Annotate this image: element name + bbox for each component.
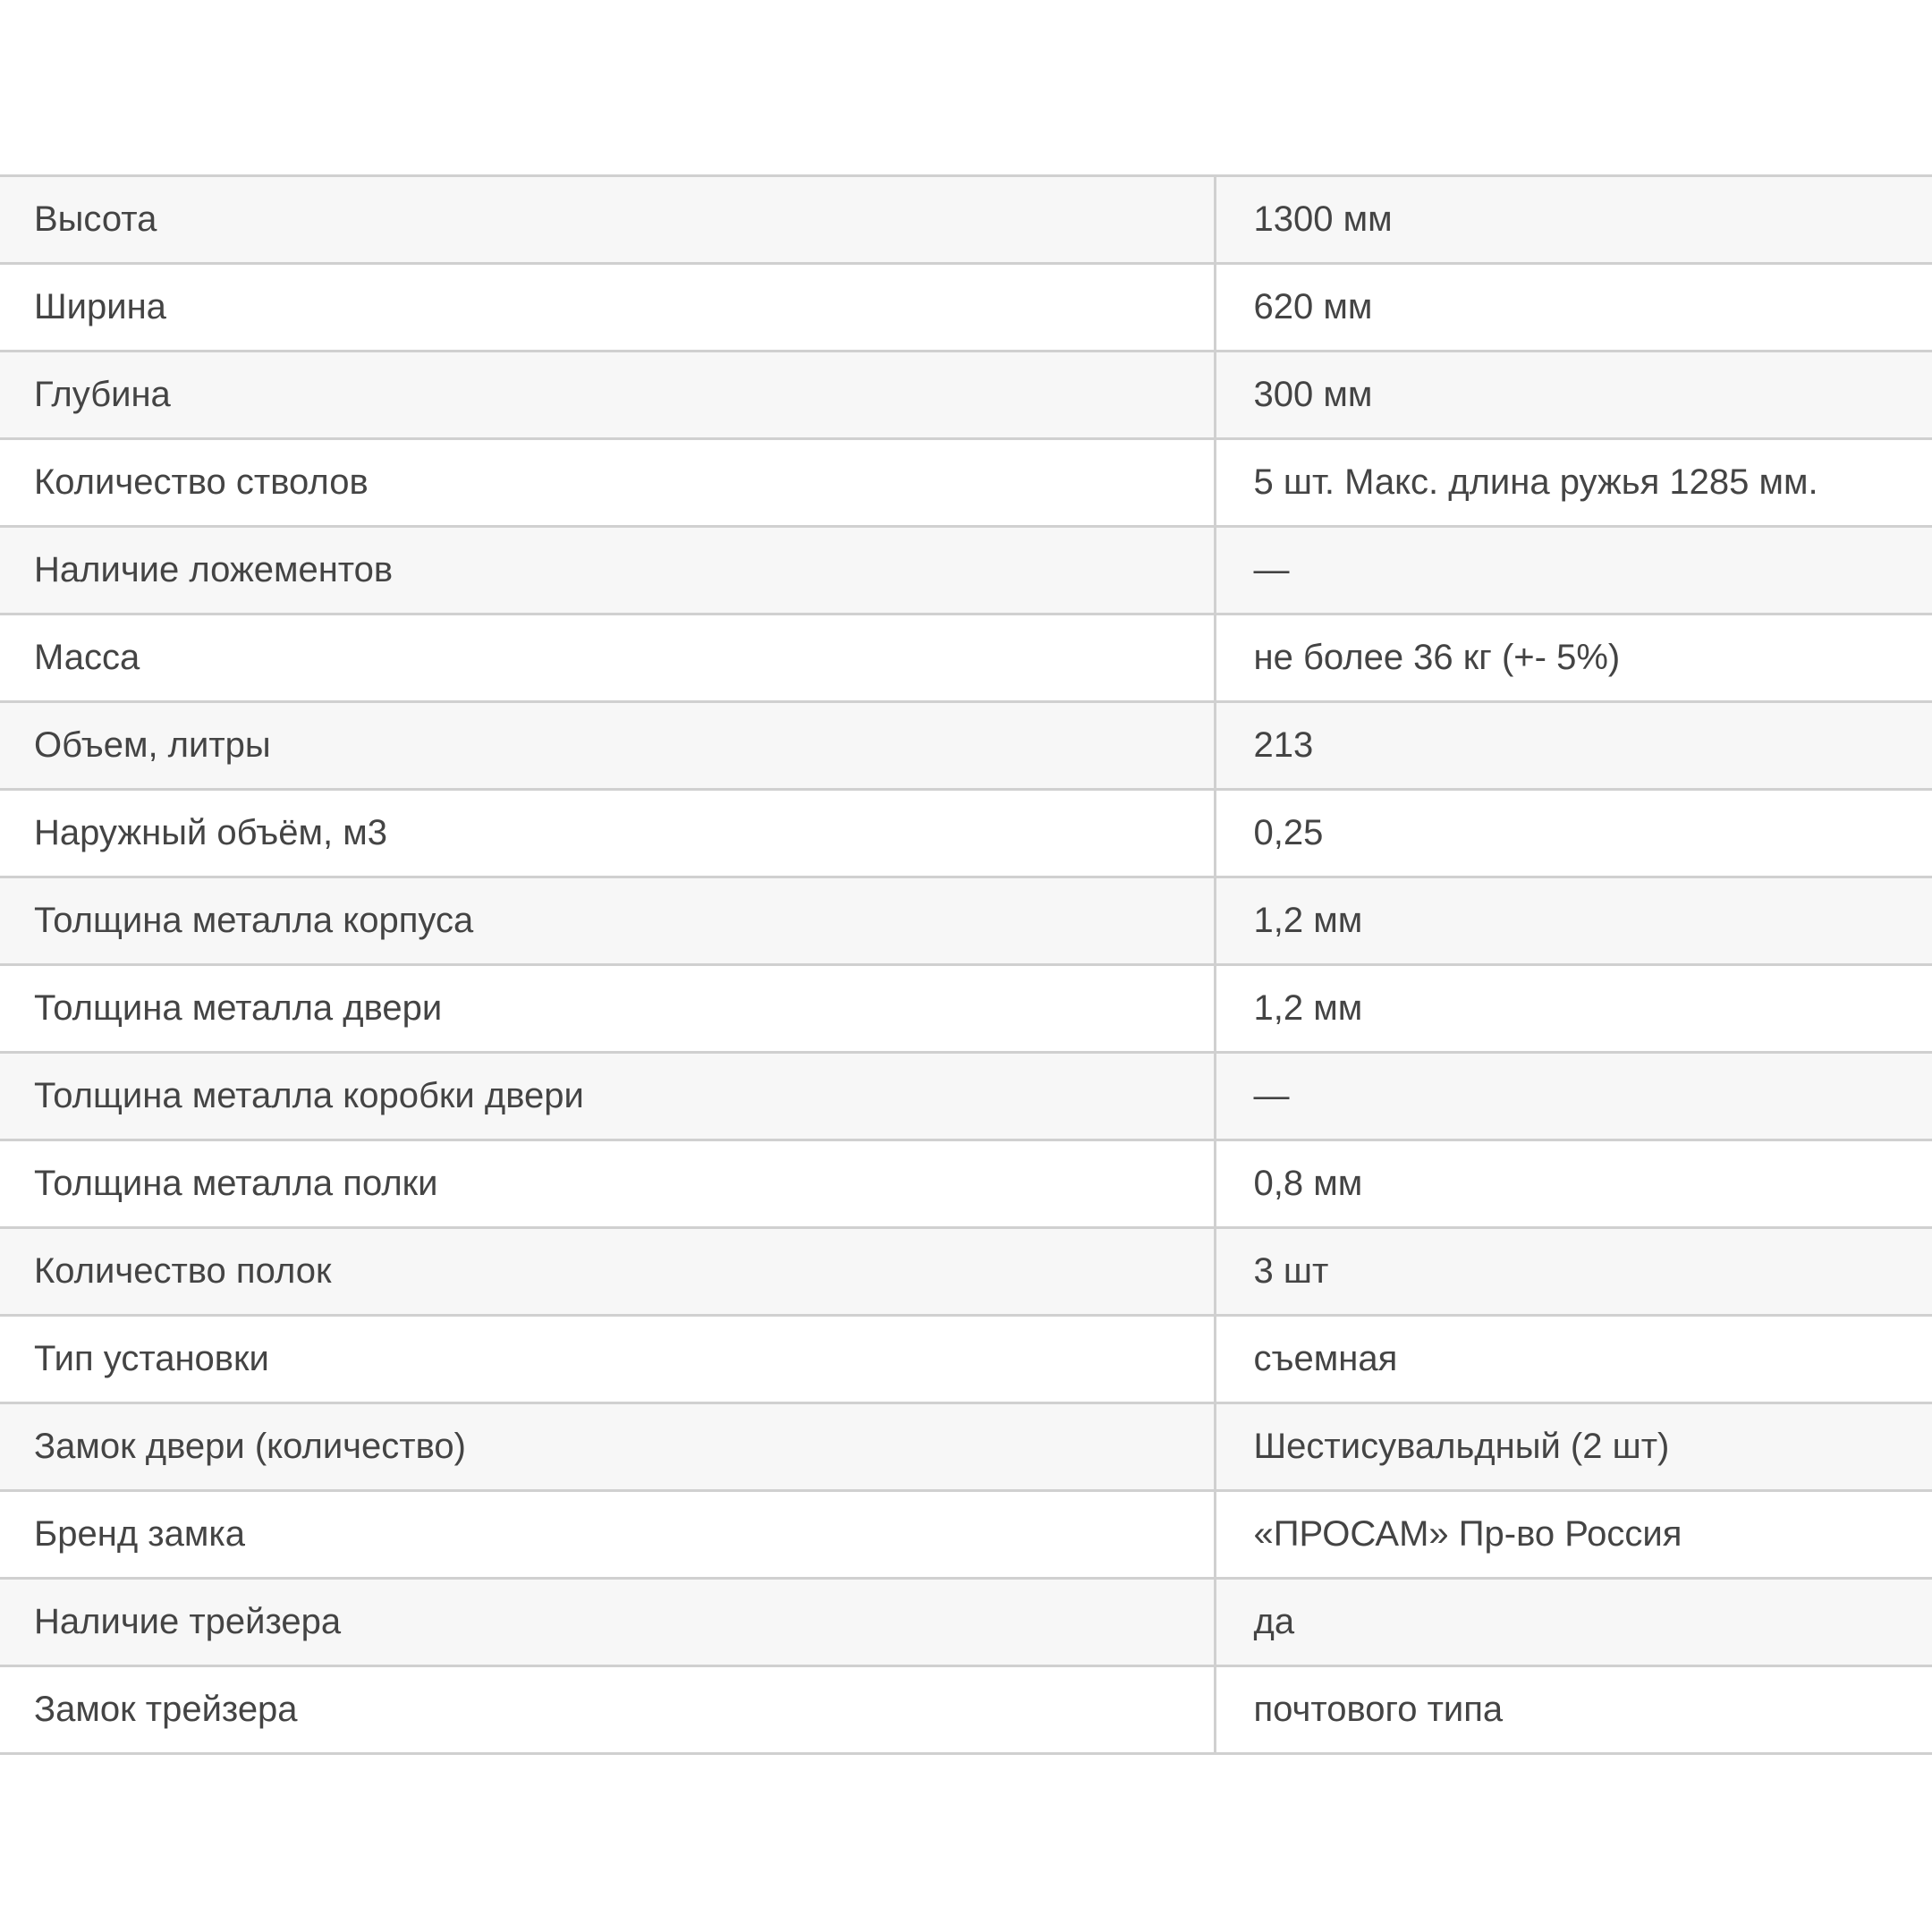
spec-label: Замок трейзера: [0, 1666, 1215, 1754]
spec-label: Толщина металла корпуса: [0, 877, 1215, 965]
table-row: [0, 176, 1932, 264]
spec-label: Масса: [0, 614, 1215, 702]
spec-value: 5 шт. Макс. длина ружья 1285 мм.: [1215, 439, 1932, 527]
spec-label: Объем, литры: [0, 702, 1215, 790]
spec-value: 0,8 мм: [1215, 1140, 1932, 1228]
spec-value: —: [1215, 527, 1932, 614]
spec-value: «ПРОСАМ» Пр-во Россия: [1215, 1491, 1932, 1579]
spec-value: 620 мм: [1215, 264, 1932, 352]
spec-label: Толщина металла коробки двери: [0, 1053, 1215, 1140]
spec-value: 1,2 мм: [1215, 965, 1932, 1053]
spec-label: Глубина: [0, 352, 1215, 439]
table-row: [0, 1228, 1932, 1316]
spec-value: да: [1215, 1579, 1932, 1666]
table-row: [0, 702, 1932, 790]
spec-value: 300 мм: [1215, 352, 1932, 439]
spec-label: Количество стволов: [0, 439, 1215, 527]
table-row: [0, 614, 1932, 702]
table-row: [0, 1579, 1932, 1666]
table-row: [0, 264, 1932, 352]
table-row: [0, 1403, 1932, 1491]
table-row: [0, 1491, 1932, 1579]
spec-label: Толщина металла полки: [0, 1140, 1215, 1228]
spec-label: Количество полок: [0, 1228, 1215, 1316]
table-row: [0, 1053, 1932, 1140]
spec-value: не более 36 кг (+- 5%): [1215, 614, 1932, 702]
table-row: [0, 877, 1932, 965]
spec-value: 1,2 мм: [1215, 877, 1932, 965]
spec-value: —: [1215, 1053, 1932, 1140]
table-row: [0, 352, 1932, 439]
spec-value: почтового типа: [1215, 1666, 1932, 1754]
spec-label: Толщина металла двери: [0, 965, 1215, 1053]
table-row: [0, 527, 1932, 614]
spec-value: 0,25: [1215, 790, 1932, 877]
spec-value: 1300 мм: [1253, 199, 1393, 239]
spec-label: Наружный объём, м3: [0, 790, 1215, 877]
spec-value: Шестисувальдный (2 шт): [1215, 1403, 1932, 1491]
spec-value: 213: [1215, 702, 1932, 790]
specifications-table: [0, 174, 1932, 1755]
table-row: [0, 790, 1932, 877]
spec-label: Ширина: [0, 264, 1215, 352]
spec-label: Тип установки: [0, 1316, 1215, 1403]
spec-label: Замок двери (количество): [0, 1403, 1215, 1491]
spec-value: 3 шт: [1215, 1228, 1932, 1316]
spec-label: Высота: [0, 176, 1215, 264]
spec-value: съемная: [1215, 1316, 1932, 1403]
spec-label: Бренд замка: [0, 1491, 1215, 1579]
table-row: [0, 439, 1932, 527]
table-row: [0, 1140, 1932, 1228]
spec-label: Наличие ложементов: [0, 527, 1215, 614]
spec-label: Наличие трейзера: [0, 1579, 1215, 1666]
table-row: [0, 1666, 1932, 1754]
table-row: [0, 965, 1932, 1053]
table-row: [0, 1316, 1932, 1403]
